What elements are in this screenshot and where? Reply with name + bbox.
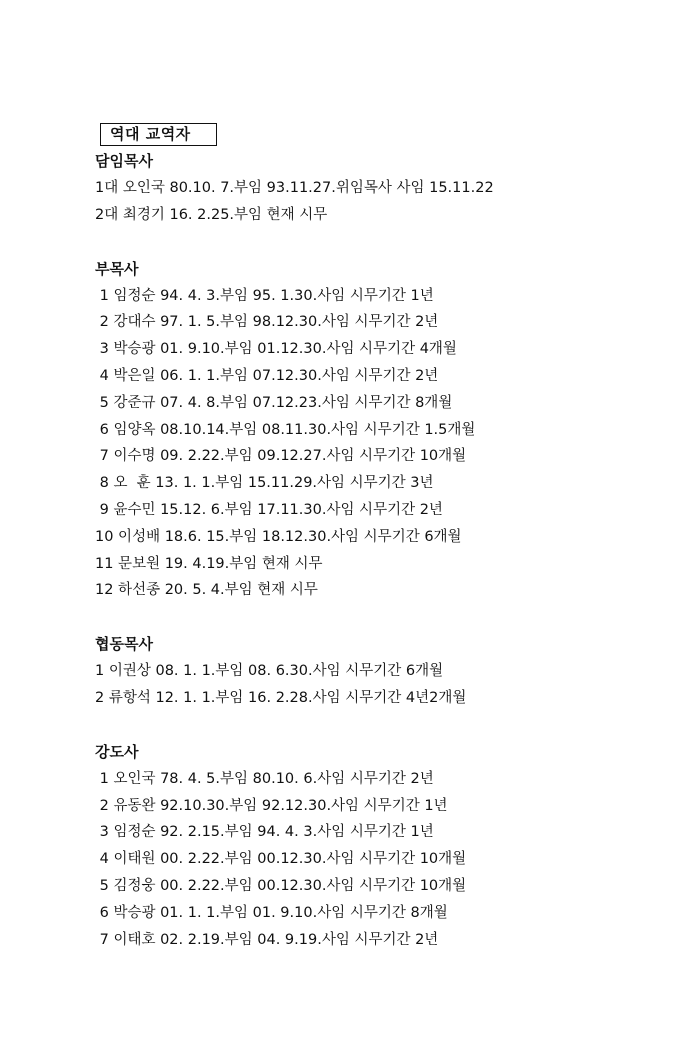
list-item: 2 강대수 97. 1. 5.부임 98.12.30.사임 시무기간 2년: [95, 314, 439, 331]
section-heading: 협동목사: [95, 635, 153, 654]
list-item: 3 임정순 92. 2.15.부임 94. 4. 3.사임 시무기간 1년: [95, 824, 434, 841]
list-item: 9 윤수민 15.12. 6.부임 17.11.30.사임 시무기간 2년: [95, 501, 443, 518]
section-associate-pastor: [95, 256, 675, 605]
list-item: 7 이태호 02. 2.19.부임 04. 9.19.사임 시무기간 2년: [95, 931, 439, 948]
document-title: 역대 교역자: [100, 123, 217, 146]
section-heading: 부목사: [95, 259, 139, 278]
section-senior-pastor: [95, 148, 675, 229]
section-heading: 강도사: [95, 742, 139, 761]
list-item: 6 박승광 01. 1. 1.부임 01. 9.10.사임 시무기간 8개월: [95, 904, 448, 921]
section-spacer: [95, 712, 675, 739]
list-item: 4 박은일 06. 1. 1.부임 07.12.30.사임 시무기간 2년: [95, 367, 439, 384]
list-item: 7 이수명 09. 2.22.부임 09.12.27.사임 시무기간 10개월: [95, 448, 467, 465]
list-item: 11 문보원 19. 4.19.부임 현재 시무: [95, 555, 323, 572]
list-item: 8 오 훈 13. 1. 1.부임 15.11.29.사임 시무기간 3년: [95, 475, 434, 492]
list-item: 1 오인국 78. 4. 5.부임 80.10. 6.사임 시무기간 2년: [95, 770, 434, 787]
list-item: 3 박승광 01. 9.10.부임 01.12.30.사임 시무기간 4개월: [95, 341, 457, 358]
list-item: 5 김정웅 00. 2.22.부임 00.12.30.사임 시무기간 10개월: [95, 877, 467, 894]
list-item: 1대 오인국 80.10. 7.부임 93.11.27.위임목사 사임 15.11.22: [95, 180, 494, 196]
section-heading: 담임목사: [95, 152, 153, 170]
list-item: 12 하선종 20. 5. 4.부임 현재 시무: [95, 582, 318, 599]
list-item: 1 이권상 08. 1. 1.부임 08. 6.30.사임 시무기간 6개월: [95, 663, 444, 680]
list-item: 5 강준규 07. 4. 8.부임 07.12.23.사임 시무기간 8개월: [95, 394, 453, 411]
list-item: 6 임양옥 08.10.14.부임 08.11.30.사임 시무기간 1.5개월: [95, 421, 476, 438]
list-item: 4 이태원 00. 2.22.부임 00.12.30.사임 시무기간 10개월: [95, 851, 467, 868]
section-spacer: [95, 229, 675, 256]
list-item: 2대 최경기 16. 2.25.부임 현재 시무: [95, 206, 328, 223]
list-item: 1 임정순 94. 4. 3.부임 95. 1.30.사임 시무기간 1년: [95, 287, 434, 304]
section-licensed-preacher: [95, 739, 675, 954]
list-item: 10 이성배 18.6. 15.부임 18.12.30.사임 시무기간 6개월: [95, 528, 462, 545]
section-cooperating-pastor: [95, 631, 675, 712]
list-item: 2 류항석 12. 1. 1.부임 16. 2.28.사임 시무기간 4년2개월: [95, 689, 467, 706]
list-item: 2 유동완 92.10.30.부임 92.12.30.사임 시무기간 1년: [95, 797, 448, 814]
document-content: [95, 148, 675, 953]
section-spacer: [95, 604, 675, 631]
